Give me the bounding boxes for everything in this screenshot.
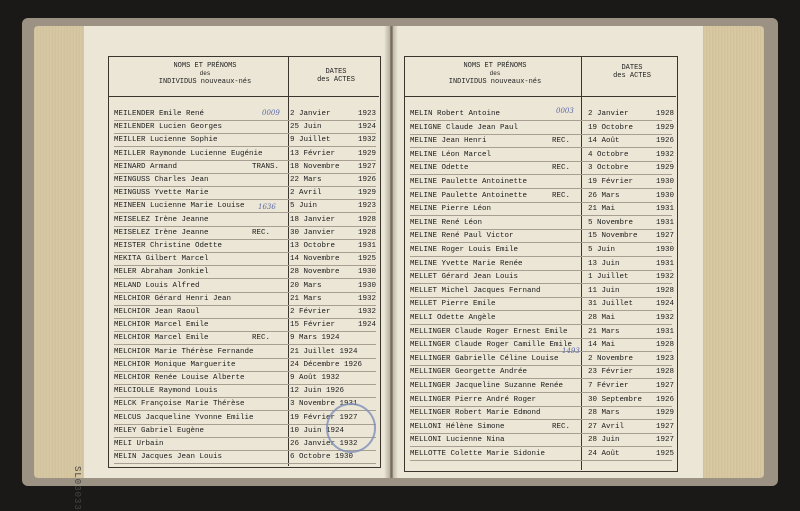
entry-date: 24 Décembre 1926 [290, 360, 363, 369]
entry-date: 11 Juin [588, 286, 620, 295]
entry-name: MELLET Pierre Emile [410, 300, 496, 309]
entry-name: MELINE Pierre Léon [410, 205, 492, 214]
row-rule [114, 146, 376, 147]
entry-name: MELCHIOR Marcel Emile [114, 321, 209, 330]
entry-year: 1931 [656, 327, 675, 336]
entry-note: REC. [252, 228, 271, 237]
row-rule [410, 419, 672, 420]
entry-name: MELLONI Lucienne Nina [410, 436, 505, 445]
row-rule [410, 433, 672, 434]
entry-date: 23 Février [588, 368, 634, 377]
entry-name: MEINGUSS Charles Jean [114, 176, 209, 184]
row-rule [114, 371, 376, 372]
entry-year: 1923 [358, 202, 377, 211]
row-rule [410, 324, 672, 325]
entry-year: 1932 [656, 150, 675, 159]
entry-date: 30 Septembre [588, 395, 643, 404]
entry-name: MEILENDER Lucien Georges [114, 123, 223, 132]
row-rule [114, 173, 376, 174]
entry-name: MELCUS Jacqueline Yvonne Emilie [114, 413, 254, 422]
entry-note: REC. [552, 164, 571, 173]
entry-date: 22 Mars [290, 176, 322, 184]
entry-name: MEISELEZ Irène Jeanne [114, 215, 209, 224]
row-rule [114, 199, 376, 200]
row-rule [114, 305, 376, 306]
entry-year: 1928 [656, 368, 675, 377]
left-dates-header: DATES des ACTES [317, 68, 355, 84]
entry-date: 2 Février [290, 308, 331, 316]
entry-year: 1930 [358, 281, 377, 290]
entry-date: 7 Février [588, 382, 629, 390]
entry-date: 9 Juillet [290, 136, 331, 145]
entry-date: 3 Novembre 1931 [290, 400, 358, 409]
row-rule [410, 270, 672, 271]
row-rule [410, 242, 672, 243]
entry-year: 1924 [656, 300, 675, 309]
row-rule [410, 161, 672, 162]
entry-year: 1929 [656, 164, 675, 173]
entry-year: 1926 [656, 395, 675, 404]
entry-year: 1929 [358, 189, 377, 198]
entry-date: 21 Mai [588, 205, 616, 214]
row-rule [114, 226, 376, 227]
left-margin-note-2: 1636 [258, 203, 276, 211]
entry-date: 26 Mars [588, 191, 620, 200]
entry-name: MEISTER Christine Odette [114, 242, 223, 250]
entry-name: MEINEEN Lucienne Marie Louise [114, 202, 245, 211]
entry-date: 13 Juin [588, 259, 620, 268]
row-rule [410, 188, 672, 189]
entry-name: MEKITA Gilbert Marcel [114, 255, 209, 264]
entry-name: MEILENDER Emile René [114, 110, 205, 118]
entry-name: MEINGUSS Yvette Marie [114, 189, 209, 198]
row-rule [410, 134, 672, 135]
entry-date: 20 Mars [290, 281, 322, 290]
entry-name: MELINE Roger Louis Emile [410, 246, 519, 254]
page-code: SL03033 [72, 466, 82, 511]
entry-year: 1928 [656, 110, 675, 118]
entry-year: 1931 [656, 218, 675, 227]
entry-name: MELLINGER Jacqueline Suzanne Renée [410, 382, 564, 390]
entry-note: REC. [252, 334, 271, 343]
entry-name: MELCHIOR Jean Raoul [114, 308, 200, 316]
row-rule [114, 397, 376, 398]
left-names-header: NOMS ET PRÉNOMS des INDIVIDUS nouveaux-nés [158, 62, 252, 86]
entry-note: REC. [552, 137, 571, 146]
entry-name: MELINE Léon Marcel [410, 150, 492, 159]
left-page-edges [34, 26, 86, 478]
row-rule [114, 278, 376, 279]
entry-date: 28 Juin [588, 436, 620, 445]
entry-name: MELEY Gabriel Eugène [114, 426, 205, 435]
entry-name: MELER Abraham Jonkiel [114, 268, 209, 277]
entry-year: 1930 [358, 268, 377, 277]
entry-year: 1924 [358, 123, 377, 132]
entry-date: 14 Août [588, 137, 620, 146]
entry-date: 28 Novembre [290, 268, 340, 277]
row-rule [410, 351, 672, 352]
row-rule [410, 215, 672, 216]
entry-date: 2 Janvier [588, 110, 629, 118]
entry-date: 13 Octobre [290, 242, 336, 250]
entry-date: 19 Février 1927 [290, 413, 358, 422]
entry-name: MELINE René Léon [410, 218, 483, 227]
entry-date: 21 Mars [588, 327, 620, 336]
entry-year: 1927 [656, 382, 675, 390]
row-rule [410, 365, 672, 366]
row-rule [410, 174, 672, 175]
entry-name: MELCHIOR Marie Thérèse Fernande [114, 347, 254, 356]
book-gutter [384, 26, 398, 478]
row-rule [114, 344, 376, 345]
entry-name: MELLINGER Robert Marie Edmond [410, 409, 541, 418]
entry-name: MELINE Odette [410, 164, 469, 173]
entry-name: MELINE Yvette Marie Renée [410, 259, 523, 268]
entry-name: MELINE René Paul Victor [410, 232, 514, 241]
entry-year: 1928 [656, 341, 675, 350]
left-header-rule [108, 96, 379, 97]
row-rule [410, 256, 672, 257]
entry-year: 1931 [656, 259, 675, 268]
entry-year: 1932 [656, 314, 675, 322]
row-rule [114, 318, 376, 319]
entry-date: 2 Novembre [588, 354, 634, 363]
entry-year: 1925 [358, 255, 377, 264]
entry-name: MELIN Jacques Jean Louis [114, 453, 223, 462]
entry-date: 26 Janvier 1932 [290, 440, 358, 448]
entry-year: 1926 [656, 137, 675, 146]
entry-date: 2 Janvier [290, 110, 331, 118]
entry-date: 5 Juin [588, 246, 616, 254]
row-rule [114, 384, 376, 385]
entry-year: 1927 [656, 436, 675, 445]
entry-name: MELCHIOR Marcel Emile [114, 334, 209, 343]
row-rule [114, 133, 376, 134]
entry-note: TRANS. [252, 162, 280, 171]
row-rule [410, 310, 672, 311]
entry-year: 1926 [358, 176, 377, 184]
entry-date: 14 Mai [588, 341, 616, 350]
entry-name: MELCK Françoise Marie Thérèse [114, 400, 245, 409]
entry-date: 21 Mars [290, 294, 322, 303]
entry-year: 1929 [656, 409, 675, 418]
entry-date: 12 Juin 1926 [290, 387, 345, 396]
entry-name: MELI Urbain [114, 440, 164, 448]
row-rule [410, 446, 672, 447]
entry-year: 1928 [358, 228, 377, 237]
row-rule [114, 252, 376, 253]
row-rule [410, 378, 672, 379]
row-rule [114, 358, 376, 359]
entry-name: MELLINGER Gabrielle Céline Louise [410, 354, 559, 363]
entry-date: 25 Juin [290, 123, 322, 132]
entry-name: MELCHIOR Renée Louise Alberte [114, 374, 245, 382]
entry-date: 4 Octobre [588, 150, 629, 159]
entry-date: 18 Janvier [290, 215, 336, 224]
entry-name: MELLINGER Claude Roger Camille Emile [410, 341, 573, 350]
row-rule [410, 202, 672, 203]
entry-date: 28 Mars [588, 409, 620, 418]
entry-note: REC. [552, 422, 571, 431]
entry-date: 14 Novembre [290, 255, 340, 264]
entry-date: 5 Novembre [588, 218, 634, 227]
entry-date: 15 Février [290, 321, 336, 330]
entry-name: MEISELEZ Irène Jeanne [114, 228, 209, 237]
entry-year: 1932 [358, 136, 377, 145]
row-rule [114, 239, 376, 240]
entry-name: MELLOTTE Colette Marie Sidonie [410, 450, 546, 458]
right-header-rule [404, 96, 676, 97]
entry-date: 9 Août 1932 [290, 374, 340, 382]
entry-year: 1928 [358, 215, 377, 224]
entry-date: 5 Juin [290, 202, 318, 211]
entry-name: MELIN Robert Antoine [410, 110, 501, 118]
row-rule [114, 265, 376, 266]
entry-name: MELLINGER Georgette Andrée [410, 368, 528, 377]
entry-year: 1927 [656, 232, 675, 241]
row-rule [114, 463, 376, 464]
entry-name: MEILLER Raymonde Lucienne Eugénie [114, 149, 263, 158]
entry-name: MELCHIOR Monique Marguerite [114, 360, 236, 369]
entry-year: 1931 [358, 242, 377, 250]
entry-year: 1930 [656, 178, 675, 186]
left-margin-note-1: 0009 [262, 109, 280, 117]
row-rule [114, 212, 376, 213]
entry-date: 3 Octobre [588, 164, 629, 173]
entry-date: 13 Février [290, 149, 336, 158]
entry-year: 1932 [358, 308, 377, 316]
row-rule [114, 450, 376, 451]
entry-date: 27 Avril [588, 422, 625, 431]
entry-date: 9 Mars 1924 [290, 334, 340, 343]
entry-year: 1931 [656, 205, 675, 214]
row-rule [410, 229, 672, 230]
row-rule [410, 283, 672, 284]
entry-year: 1927 [358, 162, 377, 171]
row-rule [410, 460, 672, 461]
entry-date: 21 Juillet 1924 [290, 347, 358, 356]
entry-year: 1930 [656, 246, 675, 254]
entry-year: 1927 [656, 422, 675, 431]
entry-year: 1928 [656, 286, 675, 295]
entry-date: 24 Août [588, 450, 620, 458]
entry-year: 1923 [656, 354, 675, 363]
entry-date: 18 Novembre [290, 162, 340, 171]
row-rule [114, 120, 376, 121]
entry-date: 19 Octobre [588, 123, 634, 132]
right-page-edges [700, 26, 764, 478]
right-margin-note-1: 0003 [556, 107, 574, 115]
archive-stamp [326, 403, 376, 453]
row-rule [410, 120, 672, 121]
entry-year: 1929 [358, 149, 377, 158]
entry-name: MELLI Odette Angèle [410, 314, 496, 322]
entry-name: MELINE Paulette Antoinette [410, 191, 528, 200]
entry-date: 30 Janvier [290, 228, 336, 237]
entry-date: 6 Octobre 1930 [290, 453, 354, 462]
entry-name: MELIGNE Claude Jean Paul [410, 123, 519, 132]
right-margin-note-2: 1493 [562, 347, 580, 355]
entry-date: 15 Novembre [588, 232, 638, 241]
row-rule [410, 297, 672, 298]
entry-name: MEINARD Armand [114, 162, 178, 171]
entry-date: 19 Février [588, 178, 634, 186]
row-rule [114, 186, 376, 187]
entry-date: 2 Avril [290, 189, 322, 198]
entry-name: MELLET Gérard Jean Louis [410, 273, 519, 282]
entry-year: 1923 [358, 110, 377, 118]
entry-year: 1932 [656, 273, 675, 282]
row-rule [114, 331, 376, 332]
entry-name: MELLINGER Claude Roger Ernest Emile [410, 327, 568, 336]
entry-name: MELINE Paulette Antoinette [410, 178, 528, 186]
entry-date: 31 Juillet [588, 300, 634, 309]
row-rule [114, 160, 376, 161]
entry-date: 28 Mai [588, 314, 616, 322]
entry-year: 1929 [656, 123, 675, 132]
entry-name: MELCIOLLE Raymond Louis [114, 387, 218, 396]
entry-name: MELLONI Hélène Simone [410, 422, 505, 431]
entry-name: MELCHIOR Gérard Henri Jean [114, 294, 232, 303]
row-rule [410, 392, 672, 393]
right-dates-header: DATES des ACTES [613, 64, 651, 80]
entry-year: 1924 [358, 321, 377, 330]
row-rule [410, 147, 672, 148]
entry-note: REC. [552, 191, 571, 200]
entry-year: 1925 [656, 450, 675, 458]
entry-year: 1932 [358, 294, 377, 303]
entry-name: MELAND Louis Alfred [114, 281, 200, 290]
entry-name: MEILLER Lucienne Sophie [114, 136, 218, 145]
row-rule [410, 338, 672, 339]
entry-date: 1 Juillet [588, 273, 629, 282]
entry-name: MELINE Jean Henri [410, 137, 487, 146]
entry-name: MELLET Michel Jacques Fernand [410, 286, 541, 295]
right-names-header: NOMS ET PRÉNOMS des INDIVIDUS nouveaux-nés [448, 62, 542, 86]
entry-name: MELLINGER Pierre André Roger [410, 395, 537, 404]
row-rule [410, 406, 672, 407]
row-rule [114, 292, 376, 293]
entry-date: 10 Juin 1924 [290, 426, 345, 435]
entry-year: 1930 [656, 191, 675, 200]
